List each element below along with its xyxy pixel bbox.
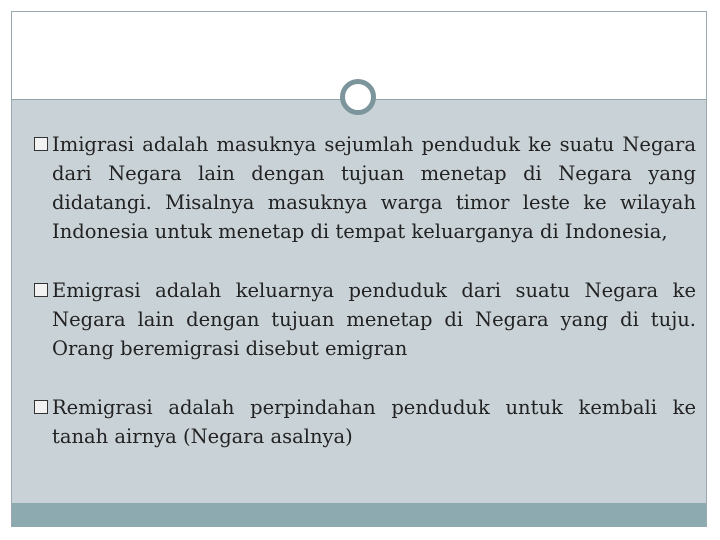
- bullet-emigrasi: [32, 276, 696, 363]
- bullet-square-icon: [34, 137, 48, 151]
- bullet-list: [32, 130, 696, 481]
- bullet-square-icon: [34, 283, 48, 297]
- bullet-text: Emigrasi adalah keluarnya penduduk dari suatu Negara ke Negara lain dengan tujuan menetap di Negara yang di tuju. Orang beremigrasi disebut emigran: [52, 279, 696, 360]
- ring-ornament-icon: [340, 79, 376, 115]
- bullet-imigrasi: [32, 130, 696, 246]
- footer-bar: [12, 503, 706, 527]
- slide-frame: [11, 11, 707, 527]
- bullet-text: Remigrasi adalah perpindahan penduduk untuk kembali ke tanah airnya (Negara asalnya): [52, 396, 696, 448]
- bullet-text: Imigrasi adalah masuknya sejumlah penduduk ke suatu Negara dari Negara lain dengan tujuan menetap di Negara yang didatangi. Misalnya masuknya warga timor leste ke wilayah Indonesia untuk menetap di tempat keluarganya di Indonesia,: [52, 133, 696, 243]
- bullet-square-icon: [34, 400, 48, 414]
- bullet-remigrasi: [32, 393, 696, 451]
